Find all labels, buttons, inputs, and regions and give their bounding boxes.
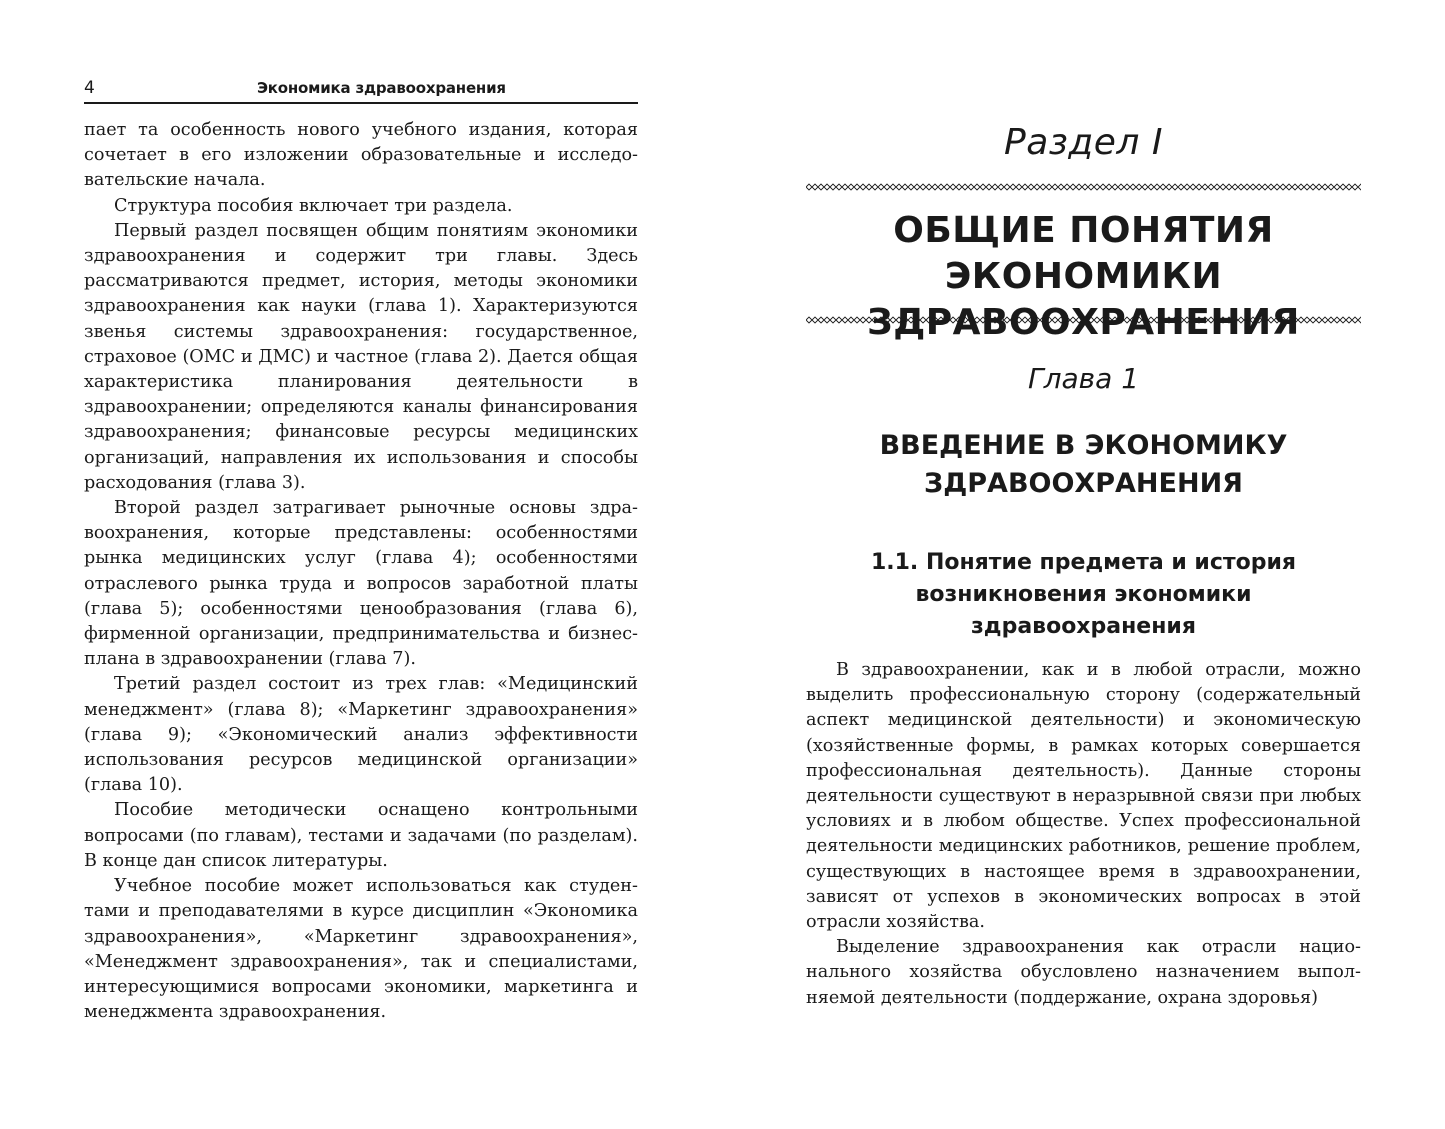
- paragraph: Выделение здравоохранения как отрасли национального хозяйства обусловлено назначением выполняемой деятельности (поддержание, охрана здоровья): [806, 937, 1361, 1008]
- left-body-text: [84, 118, 638, 1025]
- ornament-divider-top: [806, 183, 1361, 191]
- section-title-line: ОБЩИЕ ПОНЯТИЯ ЭКОНОМИКИ: [893, 210, 1274, 297]
- chapter-label: Глава 1: [1027, 362, 1140, 395]
- paragraph: Учебное пособие может использоваться как студентами и преподавателями в курсе дисциплин «Экономика здравоохранения», «Маркетинг здравоохранения», «Менеджмент здравоохранения», так и специалистами, интересующимися вопросами экономики, маркетинга и менеджмента здравоохранения.: [84, 876, 638, 1023]
- section-label: Раздел I: [1003, 122, 1164, 163]
- subsection-title: [806, 547, 1361, 643]
- subsection-title-line: здравоохранения: [971, 614, 1196, 639]
- paragraph: Структура пособия включает три раздела.: [114, 195, 513, 216]
- chapter-title: [806, 427, 1361, 503]
- paragraph: пает та особенность нового учебного издания, которая сочетает в его изложении образовательные и исследовательские начала.: [84, 120, 638, 191]
- right-body-text: [806, 658, 1361, 1011]
- paragraph: Пособие методически оснащено контрольными вопросами (по главам), тестами и задачами (по разделам). В конце дан список литературы.: [84, 800, 638, 871]
- paragraph: В здравоохранении, как и в любой отрасли, можно выделить профессиональную сторону (содержательный аспект медицинской деятельности) и экономическую (хозяйственные формы, в рамках которых совершается профессиональная деятельность). Данные стороны деятельности существуют в неразрывной связи при любых условиях и в любом обществе. Успех профессиональной деятельности медицинских работников, решение проблем, существующих в настоящее время в здравоохранении, зависят от успехов в экономических вопросах в этой отрасли хозяйства.: [806, 660, 1361, 933]
- paragraph: Первый раздел посвящен общим понятиям экономики здравоохранения и содержит три главы. Здесь рассматриваются предмет, история, методы экономики здравоохранения как науки (глава 1). Характеризуются звенья системы здравоохранения: государственное, страховое (ОМС и ДМС) и частное (глава 2). Дается общая характеристика планирования деятельности в здравоохранении; определяются каналы финансирования здравоохранения; финансовые ресурсы медицинских организаций, направления их использования и способы расходования (глава 3).: [84, 220, 638, 493]
- ornament-divider-bottom: [806, 316, 1361, 324]
- subsection-title-line: возникновения экономики: [915, 582, 1252, 607]
- running-header: [84, 76, 638, 104]
- paragraph: Второй раздел затрагивает рыночные основы здравоохранения, которые представлены: особенностями рынка медицинских услуг (глава 4); особенностями отраслевого рынка труда и вопросов заработной платы (глава 5); особенностями ценообразования (глава 6), фирменной организации, предпринимательства и бизнес-плана в здравоохранении (глава 7).: [84, 498, 638, 670]
- section-title: [806, 208, 1361, 346]
- running-title: Экономика здравоохранения: [257, 79, 506, 97]
- chapter-title-line: ВВЕДЕНИЕ В ЭКОНОМИКУ: [879, 430, 1288, 461]
- subsection-title-line: 1.1. Понятие предмета и история: [870, 550, 1297, 575]
- chapter-title-line: ЗДРАВООХРАНЕНИЯ: [924, 468, 1243, 499]
- page-number: 4: [84, 78, 95, 98]
- paragraph: Третий раздел состоит из трех глав: «Медицинский менеджмент» (глава 8); «Маркетинг здравоохранения» (глава 9); «Экономический анализ эффективности использования ресурсов медицинской организации» (глава 10).: [84, 674, 638, 796]
